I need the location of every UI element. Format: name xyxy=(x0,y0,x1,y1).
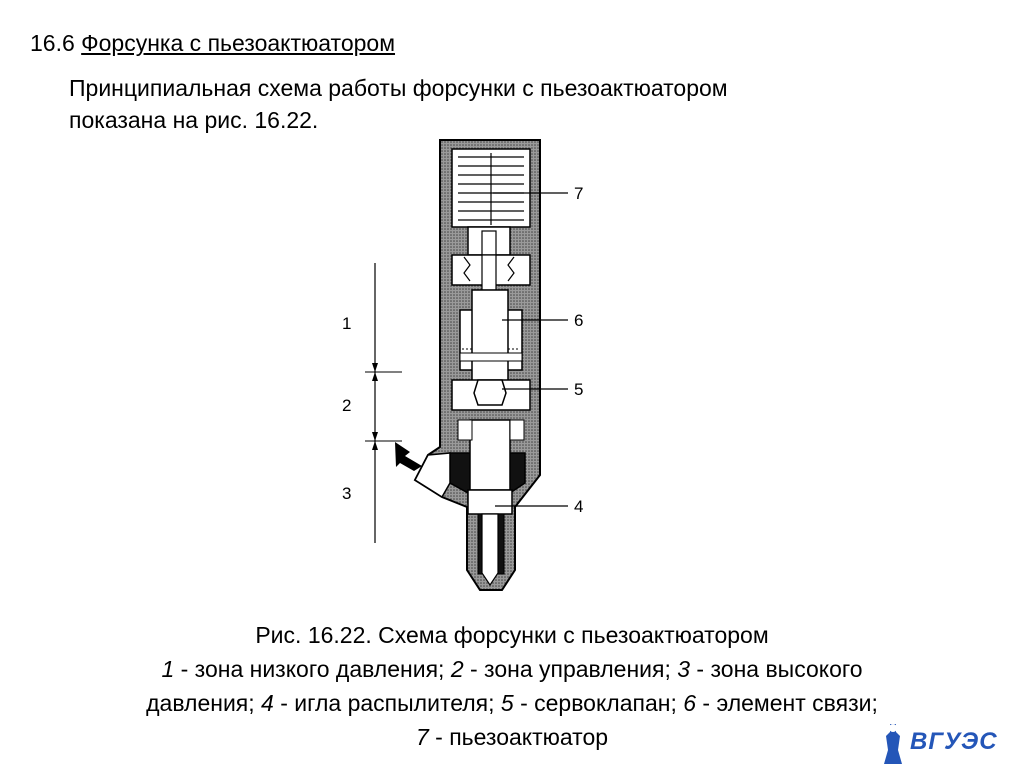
caption-text-3: - зона высокого xyxy=(690,656,863,682)
caption-num-7: 7 xyxy=(415,724,429,750)
injector-diagram xyxy=(330,135,600,595)
callout-4: 4 xyxy=(574,497,584,516)
caption-line-4 xyxy=(10,720,1014,754)
section-heading xyxy=(30,30,395,57)
caption-line-2 xyxy=(10,652,1014,686)
caption-text-4: - игла распылителя; xyxy=(273,690,501,716)
figure-caption xyxy=(10,618,1014,754)
zone-label-3: 3 xyxy=(342,484,352,503)
caption-text-2: - зона управления; xyxy=(463,656,678,682)
caption-num-1: 1 xyxy=(161,656,175,682)
university-logo xyxy=(878,720,998,766)
intro-line-1: Принципиальная схема работы форсунки с пьезоактюатором xyxy=(69,75,728,101)
intro-line-2: показана на рис. 16.22. xyxy=(69,107,319,133)
caption-text-6: - элемент связи; xyxy=(696,690,878,716)
nozzle-needle xyxy=(470,420,510,490)
caption-text-5: - сервоклапан; xyxy=(513,690,684,716)
caption-title: Рис. 16.22. Схема форсунки с пьезоактюатором xyxy=(255,622,769,648)
callout-7: 7 xyxy=(574,184,584,203)
caption-num-6: 6 xyxy=(683,690,697,716)
zone-label-2: 2 xyxy=(342,396,352,415)
section-number: 16.6 xyxy=(30,30,75,56)
callout-6: 6 xyxy=(574,311,584,330)
logo-figure-icon xyxy=(878,720,908,766)
caption-num-2: 2 xyxy=(450,656,464,682)
callout-5: 5 xyxy=(574,380,584,399)
section-title: Форсунка с пьезоактюатором xyxy=(81,30,396,56)
caption-num-4: 4 xyxy=(261,690,274,716)
caption-text-1: - зона низкого давления; xyxy=(174,656,451,682)
caption-num-3: 3 xyxy=(677,656,691,682)
zone-label-1: 1 xyxy=(342,314,352,333)
caption-num-5: 5 xyxy=(500,690,514,716)
intro-paragraph xyxy=(69,72,949,136)
caption-line-3 xyxy=(10,686,1014,720)
fuel-inlet-arrow xyxy=(395,442,422,471)
caption-text-3b: давления; xyxy=(146,690,262,716)
logo-text: ВГУЭС xyxy=(910,728,998,755)
caption-text-7: - пьезоактюатор xyxy=(428,724,609,750)
